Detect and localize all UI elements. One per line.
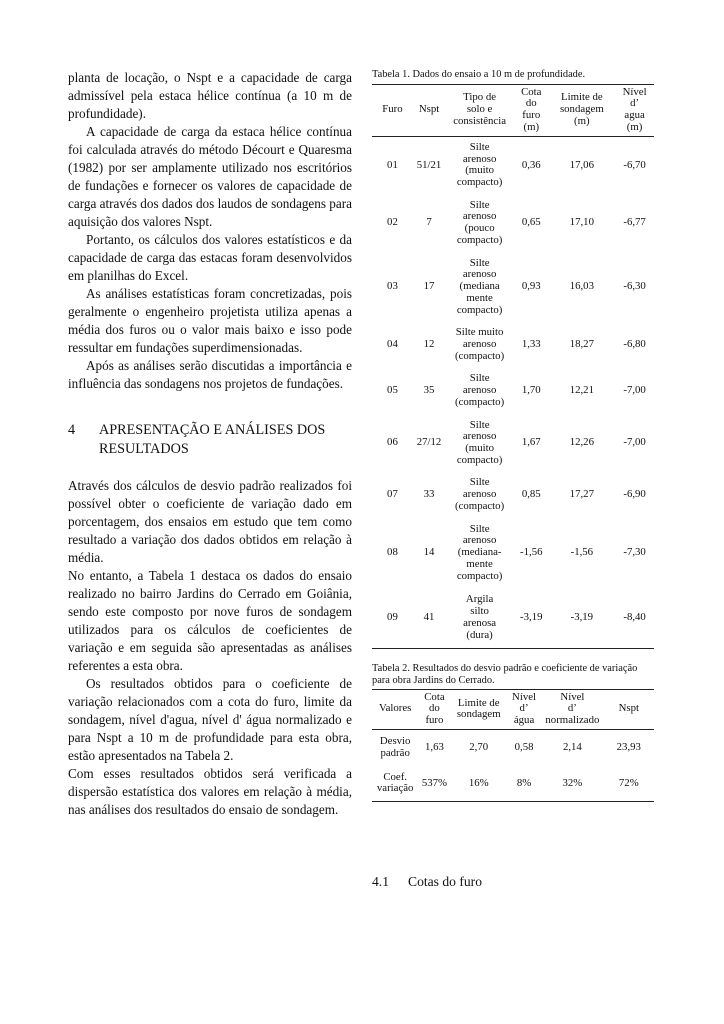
table2-cell: 537% xyxy=(421,776,448,789)
table1-row xyxy=(372,518,654,588)
table1-cell: -6,30 xyxy=(623,280,646,293)
table2-cell: Desvio padrão xyxy=(379,735,411,759)
table1-cell: Silte arenoso (pouco compacto) xyxy=(456,198,503,246)
table1-cell: Silte arenoso (compacto) xyxy=(455,476,505,513)
table1-row xyxy=(372,368,654,414)
table2-caption: Tabela 2. Resultados do desvio padrão e coeficiente de variação para obra Jardins do Cerrado. xyxy=(372,662,638,687)
table1-cell: 0,93 xyxy=(521,280,541,293)
table1-cell: 35 xyxy=(423,384,435,397)
table1-row xyxy=(372,252,654,322)
table2-cell: 32% xyxy=(562,776,583,789)
table1-row xyxy=(372,588,654,648)
table2-cell: 23,93 xyxy=(616,740,641,753)
left-column xyxy=(68,69,352,819)
table2-cell: 8% xyxy=(516,776,532,789)
right-column xyxy=(372,69,654,802)
table1-cell: Argila silto arenosa (dura) xyxy=(463,593,497,641)
table1-cell: 27/12 xyxy=(416,436,442,449)
table1-cell: 01 xyxy=(387,158,398,171)
table1-row xyxy=(372,136,654,194)
table1-cell: 0,65 xyxy=(521,216,541,229)
table2-cell: 16% xyxy=(468,776,489,789)
paragraph-statistics: As análises estatísticas foram concretizadas, pois geralmente o engenheiro projetista utiliza apenas a média dos furos ou o valor mais baixo e isso pode ressultar em fundações superdimensionadas. xyxy=(68,286,352,355)
table1-header-row xyxy=(372,84,654,136)
paragraph-results-intro: Através dos cálculos de desvio padrão realizados foi possível obter o coeficiente de variação dado em porcentagem, dos ensaios em estudo que tem como resultado a variação dos dados obtidos em relação à média. xyxy=(68,478,352,565)
table1-row xyxy=(372,194,654,252)
table1-cell: -6,77 xyxy=(623,216,646,229)
table1-cell: 12,21 xyxy=(569,384,594,397)
table2-header-cell: Nível d’ normalizado xyxy=(541,689,603,729)
table1-cell: 1,33 xyxy=(521,338,541,351)
table1-cell: -3,19 xyxy=(520,611,543,624)
table2-cell: 0,58 xyxy=(514,740,534,753)
table1-cell: 06 xyxy=(387,436,398,449)
table2-row xyxy=(372,730,654,766)
table1-cell: 1,70 xyxy=(521,384,541,397)
table1-cell: 17 xyxy=(423,280,435,293)
subsection-heading xyxy=(372,873,482,891)
table1-cell: 18,27 xyxy=(569,338,594,351)
paragraph-capacity-method: A capacidade de carga da estaca hélice contínua foi calculada através do método Décourt e Quaresma (1982) por ser amplamente utilizado nos escritórios de fundações e fornecer os valores de capacidade de carga através dos dados dos laudos de sondagens para aquisição dos valores Nspt. xyxy=(68,124,352,229)
table1-cell: Silte arenoso (muito compacto) xyxy=(456,418,503,466)
table1-cell: -6,90 xyxy=(623,488,646,501)
table1-cell: Silte arenoso (mediana mente compacto) xyxy=(456,256,503,316)
table1-row xyxy=(372,414,654,472)
table1-cell: 09 xyxy=(387,611,398,624)
table2-cell: Coef. variação xyxy=(376,770,414,795)
paragraph-intro-continuation: planta de locação, o Nspt e a capacidade de carga admissível pela estaca hélice contínua (a 10 m de profundidade). xyxy=(68,70,352,121)
table2-header-cell: Cota do furo xyxy=(418,689,450,729)
table1-cell: 03 xyxy=(387,280,398,293)
subsection-number: 4.1 xyxy=(372,874,389,889)
table1-header-cell: Cota do furo (m) xyxy=(514,84,548,136)
table1-cell: 12,26 xyxy=(569,436,594,449)
table2-cell: 1,63 xyxy=(424,740,444,753)
table1-cell: 08 xyxy=(387,546,398,559)
table1-cell: -1,56 xyxy=(520,546,543,559)
table2-header-cell: Valores xyxy=(372,689,418,729)
table2-header-row xyxy=(372,689,654,729)
subsection-title: Cotas do furo xyxy=(408,874,483,889)
table1-cell: Silte arenoso (mediana- mente compacto) xyxy=(456,522,503,582)
paragraph-table2-ref: Os resultados obtidos para o coeficiente de variação relacionados com a cota do furo, limite da sondagem, nível d'agua, nível d' água normalizado e para Nspt a 10 m de profundidade para esta obra, estão apresentados na Tabela 2. xyxy=(68,676,352,763)
table1-cell: -3,19 xyxy=(570,611,594,624)
table1-cell: -8,40 xyxy=(623,611,646,624)
table1-cell: 05 xyxy=(387,384,398,397)
table1-cell: Silte muito arenoso (compacto) xyxy=(455,326,505,363)
section-number: 4 xyxy=(68,422,76,438)
table1-header-cell: Tipo de solo e consistência xyxy=(445,84,514,136)
table1-cell: 17,10 xyxy=(569,216,594,229)
table1-cell: 12 xyxy=(423,338,435,351)
table1-cell: 1,67 xyxy=(521,436,541,449)
table1-header-cell: Limite de sondagem (m) xyxy=(548,84,615,136)
paragraph-excel: Portanto, os cálculos dos valores estatísticos e da capacidade de carga das estacas foram desenvolvidos em planilhas do Excel. xyxy=(68,232,352,283)
table1-cell: 0,85 xyxy=(521,488,541,501)
table2-header-cell: Limite de sondagem xyxy=(451,689,507,729)
table1-row xyxy=(372,322,654,368)
table1-cell: -6,70 xyxy=(623,158,646,171)
table1-cell: Silte arenoso (compacto) xyxy=(455,372,505,409)
table2-cell: 2,70 xyxy=(469,740,489,753)
table1-cell: -7,30 xyxy=(623,546,646,559)
table1-cell: 41 xyxy=(423,611,435,624)
table1-header-cell: Furo xyxy=(372,84,413,136)
paragraph-table1-ref: No entanto, a Tabela 1 destaca os dados do ensaio realizado no bairro Jardins do Cerrado em Goiânia, sendo este composto por nove furos de sondagem utilizados para os cálculos de coeficientes de variação e em seguida são apresentadas as análises referentes a esta obra. xyxy=(68,568,352,673)
table1-cell: 14 xyxy=(423,546,435,559)
paragraph-discussion: Após as análises serão discutidas a importância e influência das sondagens nos projetos de fundações. xyxy=(68,358,352,391)
table1-cell: 33 xyxy=(423,488,435,501)
table2-header-cell: Nspt xyxy=(604,689,654,729)
section-heading xyxy=(68,421,352,459)
table1-header-cell: Nível d’ agua (m) xyxy=(615,84,654,136)
table1-cell: 02 xyxy=(387,216,398,229)
table1-cell: 07 xyxy=(387,488,398,501)
table1-cell: 17,27 xyxy=(569,488,594,501)
section-title: APRESENTAÇÃO E ANÁLISES DOS RESULTADOS xyxy=(99,422,326,457)
table1-cell: 04 xyxy=(387,338,398,351)
table1-caption: Tabela 1. Dados do ensaio a 10 m de profundidade. xyxy=(372,69,586,80)
table1-cell: -7,00 xyxy=(623,436,646,449)
table1-cell: 16,03 xyxy=(569,280,594,293)
table1-row xyxy=(372,472,654,518)
table1-cell: -1,56 xyxy=(570,546,594,559)
table1-cell: Silte arenoso (muito compacto) xyxy=(456,140,503,189)
table2-cell: 72% xyxy=(618,776,639,789)
paragraph-dispersion: Com esses resultados obtidos será verificada a dispersão estatística dos valores em relação à média, nas análises dos resultados do ensaio de sondagem. xyxy=(68,766,352,817)
table1-cell: -7,00 xyxy=(623,384,646,397)
table1-cell: -6,80 xyxy=(623,338,646,351)
table1 xyxy=(372,84,654,649)
table1-cell: 51/21 xyxy=(416,158,442,171)
table2 xyxy=(372,689,654,803)
table1-header-cell: Nspt xyxy=(413,84,445,136)
table2-row xyxy=(372,766,654,802)
table1-cell: 0,36 xyxy=(521,158,541,171)
table1-cell: 17,06 xyxy=(569,158,594,171)
table1-cell: 7 xyxy=(426,216,432,229)
table2-cell: 2,14 xyxy=(562,740,582,753)
table2-header-cell: Nível d’ água xyxy=(507,689,541,729)
